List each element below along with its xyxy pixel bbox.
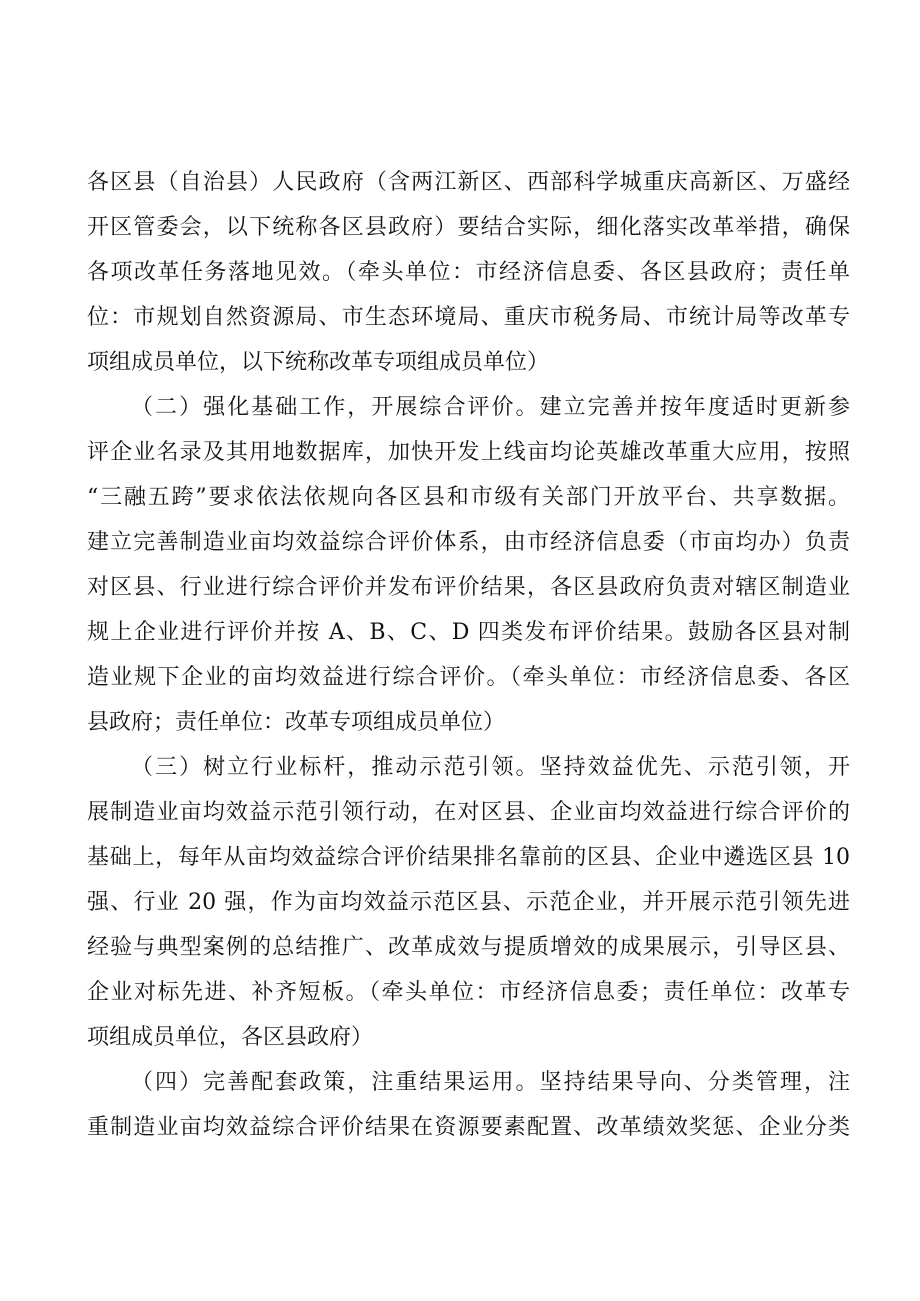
paragraph-section-4 [87,1060,850,1150]
text-line: 规上企业进行评价并按 A、B、C、D 四类发布评价结果。鼓励各区县对制 [87,620,850,645]
paragraph-section-2 [87,385,850,745]
text-line: 各区县（自治县）人民政府（含两江新区、西部科学城重庆高新区、万盛经 [87,170,850,195]
text-line: 项组成员单位，以下统称改革专项组成员单位） [87,350,550,375]
text-line: “三融五跨”要求依法依规向各区县和市级有关部门开放平台、共享数据。 [87,485,850,510]
text-line: 造业规下企业的亩均效益进行综合评价。（牵头单位：市经济信息委、各区 [87,665,850,690]
text-line: 各项改革任务落地见效。（牵头单位：市经济信息委、各区县政府；责任单 [87,260,850,285]
text-line: 县政府；责任单位：改革专项组成员单位） [87,710,506,735]
section-heading-line: （四）完善配套政策，注重结果运用。坚持结果导向、分类管理，注 [131,1070,850,1095]
text-line: 强、行业 20 强，作为亩均效益示范区县、示范企业，并开展示范引领先进 [87,890,850,915]
document-body [87,160,850,1150]
text-line: 基础上，每年从亩均效益综合评价结果排名靠前的区县、企业中遴选区县 10 [87,845,850,870]
paragraph-intro [87,160,850,385]
text-line: 对区县、行业进行综合评价并发布评价结果，各区县政府负责对辖区制造业 [87,575,850,600]
section-heading-line: （二）强化基础工作，开展综合评价。建立完善并按年度适时更新参 [131,395,850,420]
section-heading-line: （三）树立行业标杆，推动示范引领。坚持效益优先、示范引领，开 [131,755,850,780]
text-line: 企业对标先进、补齐短板。（牵头单位：市经济信息委；责任单位：改革专 [87,980,850,1005]
text-line: 项组成员单位，各区县政府） [87,1025,374,1050]
text-line: 位：市规划自然资源局、市生态环境局、重庆市税务局、市统计局等改革专 [87,305,850,330]
text-line: 经验与典型案例的总结推广、改革成效与提质增效的成果展示，引导区县、 [87,935,850,960]
text-line: 开区管委会，以下统称各区县政府）要结合实际，细化落实改革举措，确保 [87,215,850,240]
text-line: 评企业名录及其用地数据库，加快开发上线亩均论英雄改革重大应用，按照 [87,440,850,465]
text-line: 展制造业亩均效益示范引领行动，在对区县、企业亩均效益进行综合评价的 [87,800,850,825]
text-line: 重制造业亩均效益综合评价结果在资源要素配置、改革绩效奖惩、企业分类 [87,1115,850,1140]
paragraph-section-3 [87,745,850,1060]
text-line: 建立完善制造业亩均效益综合评价体系，由市经济信息委（市亩均办）负责 [87,530,850,555]
